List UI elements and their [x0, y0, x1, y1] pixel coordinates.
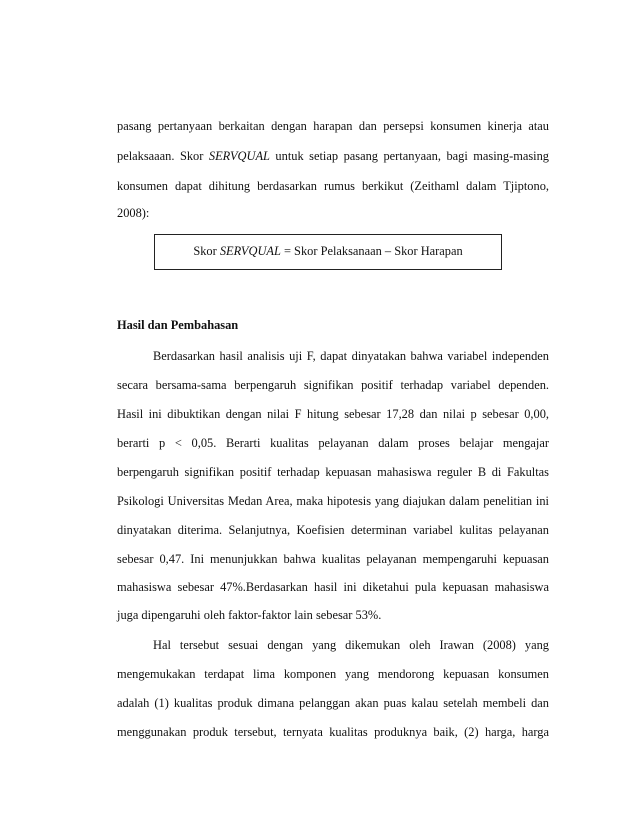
text-line: juga dipengaruhi oleh faktor-faktor lain sebesar 53%. [117, 608, 382, 622]
text-line: berarti p < 0,05. Berarti kualitas pelayanan dalam proses belajar mengajar [117, 436, 549, 450]
text-line: Psikologi Universitas Medan Area, maka hipotesis yang diajukan dalam penelitian ini [117, 494, 549, 508]
text-line: Hal tersebut sesuai dengan yang dikemukan oleh Irawan (2008) yang [153, 638, 549, 652]
text-fragment: untuk setiap pasang pertanyaan, bagi masing-masing [269, 149, 549, 163]
text-line: pasang pertanyaan berkaitan dengan harapan dan persepsi konsumen kinerja atau [117, 119, 549, 133]
text-line: Hasil ini dibuktikan dengan nilai F hitung sebesar 17,28 dan nilai p sebesar 0,00, [117, 407, 549, 421]
servqual-term: SERVQUAL [208, 149, 270, 163]
formula-box [154, 234, 502, 270]
formula-suffix: = Skor Pelaksanaan – Skor Harapan [280, 244, 463, 258]
text-line: dinyatakan diterima. Selanjutnya, Koefisien determinan variabel kulitas pelayanan [117, 523, 549, 537]
formula-text [155, 244, 501, 258]
text-line: mengemukakan terdapat lima komponen yang mendorong kepuasan konsumen [117, 667, 549, 681]
text-line [117, 149, 549, 163]
text-line: Berdasarkan hasil analisis uji F, dapat dinyatakan bahwa variabel independen [153, 349, 549, 363]
text-line: menggunakan produk tersebut, ternyata kualitas produknya baik, (2) harga, harga [117, 725, 549, 739]
text-line: berpengaruh signifikan positif terhadap kepuasan mahasiswa reguler B di Fakultas [117, 465, 549, 479]
formula-prefix: Skor [193, 244, 220, 258]
text-line: secara bersama-sama berpengaruh signifikan positif terhadap variabel dependen. [117, 378, 549, 392]
formula-term: SERVQUAL [219, 244, 281, 258]
section-heading: Hasil dan Pembahasan [117, 318, 239, 332]
text-line: sebesar 0,47. Ini menunjukkan bahwa kualitas pelayanan mempengaruhi kepuasan [117, 552, 549, 566]
text-fragment: pelaksaaan. Skor [117, 149, 209, 163]
text-line: adalah (1) kualitas produk dimana pelanggan akan puas kalau setelah membeli dan [117, 696, 549, 710]
text-line: 2008): [117, 206, 150, 220]
text-line: konsumen dapat dihitung berdasarkan rumus berkikut (Zeithaml dalam Tjiptono, [117, 179, 549, 193]
text-line: mahasiswa sebesar 47%.Berdasarkan hasil ini diketahui pula kepuasan mahasiswa [117, 580, 549, 594]
